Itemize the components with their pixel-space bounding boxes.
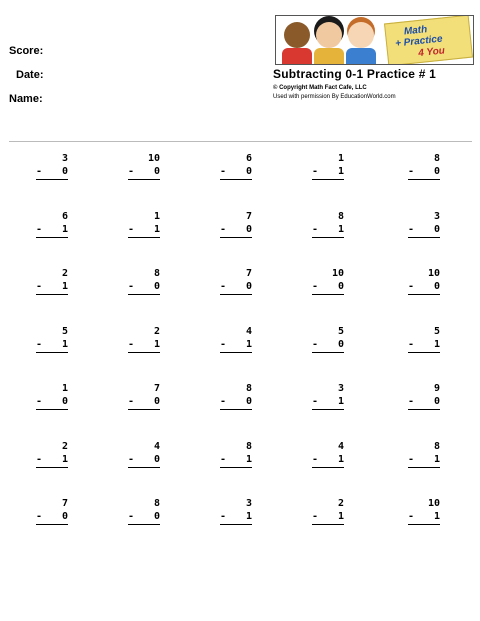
minus-sign: -	[408, 166, 415, 177]
subtrahend: 0	[337, 339, 344, 350]
minuend: 10	[427, 268, 440, 279]
minus-sign: -	[408, 511, 415, 522]
subtrahend-row	[220, 395, 252, 410]
minuend: 5	[337, 326, 344, 337]
subtrahend: 0	[433, 224, 440, 235]
problem-r5-c3	[220, 382, 252, 410]
minuend: 3	[337, 383, 344, 394]
problem-r2-c2	[128, 210, 160, 238]
minus-sign: -	[220, 224, 227, 235]
kid-3-shirt	[346, 48, 376, 65]
minus-sign: -	[312, 396, 319, 407]
subtrahend-row	[408, 338, 440, 353]
subtrahend: 1	[61, 339, 68, 350]
minuend: 2	[337, 498, 344, 509]
subtrahend: 1	[153, 224, 160, 235]
minuend: 7	[61, 498, 68, 509]
permission-text: Used with permission By EducationWorld.com	[273, 94, 396, 100]
subtrahend-row	[312, 510, 344, 525]
problem-r4-c4	[312, 325, 344, 353]
subtrahend: 1	[61, 454, 68, 465]
subtrahend-row	[408, 395, 440, 410]
problem-r4-c1	[36, 325, 68, 353]
logo-line-3: 4 You	[417, 45, 446, 60]
minuend: 6	[61, 211, 68, 222]
subtrahend-row	[36, 223, 68, 238]
subtrahend-row	[312, 280, 344, 295]
minuend: 4	[245, 326, 252, 337]
minus-sign: -	[128, 281, 135, 292]
subtrahend: 1	[337, 511, 344, 522]
subtrahend: 1	[61, 281, 68, 292]
copyright-text: © Copyright Math Fact Cafe, LLC	[273, 85, 367, 91]
problem-r2-c5	[408, 210, 440, 238]
problem-r1-c4	[312, 152, 344, 180]
subtrahend: 1	[61, 224, 68, 235]
minus-sign: -	[36, 511, 43, 522]
problem-r3-c1	[36, 267, 68, 295]
subtrahend-row	[220, 510, 252, 525]
subtrahend: 0	[153, 281, 160, 292]
problem-r5-c2	[128, 382, 160, 410]
subtrahend-row	[36, 165, 68, 180]
minuend: 2	[61, 441, 68, 452]
problem-r5-c5	[408, 382, 440, 410]
subtrahend-row	[128, 165, 160, 180]
subtrahend-row	[36, 395, 68, 410]
logo-line-2: + Practice	[394, 33, 444, 50]
minus-sign: -	[220, 454, 227, 465]
subtrahend: 0	[433, 281, 440, 292]
problem-r4-c2	[128, 325, 160, 353]
minus-sign: -	[128, 224, 135, 235]
minus-sign: -	[312, 166, 319, 177]
minuend: 4	[153, 441, 160, 452]
minus-sign: -	[220, 511, 227, 522]
logo	[384, 15, 473, 65]
score-label: Score:	[9, 45, 44, 57]
subtrahend: 0	[61, 396, 68, 407]
minus-sign: -	[312, 281, 319, 292]
problem-r1-c2	[128, 152, 160, 180]
problem-r1-c5	[408, 152, 440, 180]
subtrahend: 0	[245, 396, 252, 407]
math-practice-banner	[275, 15, 474, 65]
minus-sign: -	[312, 511, 319, 522]
minus-sign: -	[408, 454, 415, 465]
subtrahend: 0	[153, 166, 160, 177]
minus-sign: -	[128, 339, 135, 350]
subtrahend-row	[312, 338, 344, 353]
subtrahend-row	[128, 280, 160, 295]
minuend: 8	[245, 383, 252, 394]
minus-sign: -	[128, 396, 135, 407]
minuend: 8	[433, 153, 440, 164]
minuend: 3	[61, 153, 68, 164]
subtrahend-row	[128, 453, 160, 468]
minuend: 1	[337, 153, 344, 164]
subtrahend-row	[36, 453, 68, 468]
problem-r1-c1	[36, 152, 68, 180]
problem-r7-c5	[408, 497, 440, 525]
kid-1-icon	[284, 22, 310, 48]
subtrahend-row	[128, 338, 160, 353]
problem-r3-c4	[312, 267, 344, 295]
subtrahend: 1	[153, 339, 160, 350]
subtrahend-row	[312, 453, 344, 468]
problem-r7-c1	[36, 497, 68, 525]
problem-r2-c3	[220, 210, 252, 238]
subtrahend: 0	[433, 166, 440, 177]
kid-1-shirt	[282, 48, 312, 65]
problem-r2-c1	[36, 210, 68, 238]
subtrahend-row	[312, 223, 344, 238]
minus-sign: -	[128, 166, 135, 177]
subtrahend-row	[128, 510, 160, 525]
subtrahend-row	[408, 453, 440, 468]
minuend: 10	[427, 498, 440, 509]
minuend: 8	[337, 211, 344, 222]
minus-sign: -	[220, 281, 227, 292]
minuend: 7	[245, 211, 252, 222]
subtrahend: 0	[337, 281, 344, 292]
minus-sign: -	[36, 281, 43, 292]
minus-sign: -	[36, 454, 43, 465]
problem-r7-c3	[220, 497, 252, 525]
minus-sign: -	[220, 339, 227, 350]
subtrahend-row	[312, 165, 344, 180]
minus-sign: -	[312, 224, 319, 235]
minuend: 5	[61, 326, 68, 337]
problem-r6-c3	[220, 440, 252, 468]
subtrahend: 0	[61, 511, 68, 522]
subtrahend: 1	[433, 339, 440, 350]
subtrahend: 1	[337, 166, 344, 177]
minus-sign: -	[408, 339, 415, 350]
problem-r6-c5	[408, 440, 440, 468]
subtrahend: 0	[245, 166, 252, 177]
minus-sign: -	[128, 454, 135, 465]
subtrahend: 1	[433, 454, 440, 465]
minus-sign: -	[220, 166, 227, 177]
minuend: 10	[147, 153, 160, 164]
subtrahend-row	[128, 223, 160, 238]
subtrahend-row	[36, 338, 68, 353]
subtrahend: 0	[61, 166, 68, 177]
minus-sign: -	[220, 396, 227, 407]
subtrahend-row	[408, 280, 440, 295]
minus-sign: -	[36, 396, 43, 407]
subtrahend-row	[36, 510, 68, 525]
subtrahend: 1	[245, 511, 252, 522]
name-label: Name:	[9, 93, 43, 105]
minus-sign: -	[312, 339, 319, 350]
subtrahend-row	[220, 165, 252, 180]
problem-r4-c5	[408, 325, 440, 353]
divider	[9, 141, 472, 142]
problem-r3-c3	[220, 267, 252, 295]
subtrahend: 0	[245, 224, 252, 235]
subtrahend: 1	[433, 511, 440, 522]
minus-sign: -	[312, 454, 319, 465]
problem-r3-c5	[408, 267, 440, 295]
subtrahend-row	[220, 223, 252, 238]
subtrahend-row	[312, 395, 344, 410]
problem-r3-c2	[128, 267, 160, 295]
subtrahend: 1	[337, 224, 344, 235]
subtrahend-row	[408, 510, 440, 525]
problem-r7-c2	[128, 497, 160, 525]
problem-r2-c4	[312, 210, 344, 238]
minuend: 6	[245, 153, 252, 164]
minuend: 7	[153, 383, 160, 394]
problem-r5-c1	[36, 382, 68, 410]
subtrahend: 0	[245, 281, 252, 292]
subtrahend-row	[220, 280, 252, 295]
subtrahend: 1	[337, 454, 344, 465]
page-title: Subtracting 0-1 Practice # 1	[273, 67, 436, 81]
minuend: 3	[433, 211, 440, 222]
minuend: 5	[433, 326, 440, 337]
minus-sign: -	[36, 224, 43, 235]
minuend: 4	[337, 441, 344, 452]
kid-2-icon	[316, 22, 342, 48]
subtrahend: 1	[245, 454, 252, 465]
minuend: 10	[331, 268, 344, 279]
subtrahend: 0	[153, 511, 160, 522]
problem-r6-c2	[128, 440, 160, 468]
minuend: 3	[245, 498, 252, 509]
subtrahend-row	[36, 280, 68, 295]
problem-r4-c3	[220, 325, 252, 353]
subtrahend-row	[220, 338, 252, 353]
minuend: 7	[245, 268, 252, 279]
logo-line-1: Math	[403, 24, 428, 38]
minus-sign: -	[408, 396, 415, 407]
minus-sign: -	[36, 339, 43, 350]
minus-sign: -	[408, 224, 415, 235]
minuend: 8	[245, 441, 252, 452]
date-label: Date:	[16, 69, 44, 81]
subtrahend-row	[408, 165, 440, 180]
subtrahend: 0	[153, 454, 160, 465]
subtrahend-row	[408, 223, 440, 238]
minuend: 8	[153, 498, 160, 509]
subtrahend: 1	[245, 339, 252, 350]
subtrahend: 0	[153, 396, 160, 407]
minus-sign: -	[36, 166, 43, 177]
subtrahend: 0	[433, 396, 440, 407]
problem-r5-c4	[312, 382, 344, 410]
minuend: 9	[433, 383, 440, 394]
problem-r6-c1	[36, 440, 68, 468]
subtrahend-row	[128, 395, 160, 410]
minuend: 8	[433, 441, 440, 452]
minuend: 2	[153, 326, 160, 337]
subtrahend: 1	[337, 396, 344, 407]
minuend: 1	[61, 383, 68, 394]
minuend: 2	[61, 268, 68, 279]
subtrahend-row	[220, 453, 252, 468]
minuend: 1	[153, 211, 160, 222]
minus-sign: -	[128, 511, 135, 522]
problem-r6-c4	[312, 440, 344, 468]
minuend: 8	[153, 268, 160, 279]
minus-sign: -	[408, 281, 415, 292]
kid-2-shirt	[314, 48, 344, 65]
problem-r7-c4	[312, 497, 344, 525]
kid-3-icon	[348, 22, 374, 48]
problem-r1-c3	[220, 152, 252, 180]
